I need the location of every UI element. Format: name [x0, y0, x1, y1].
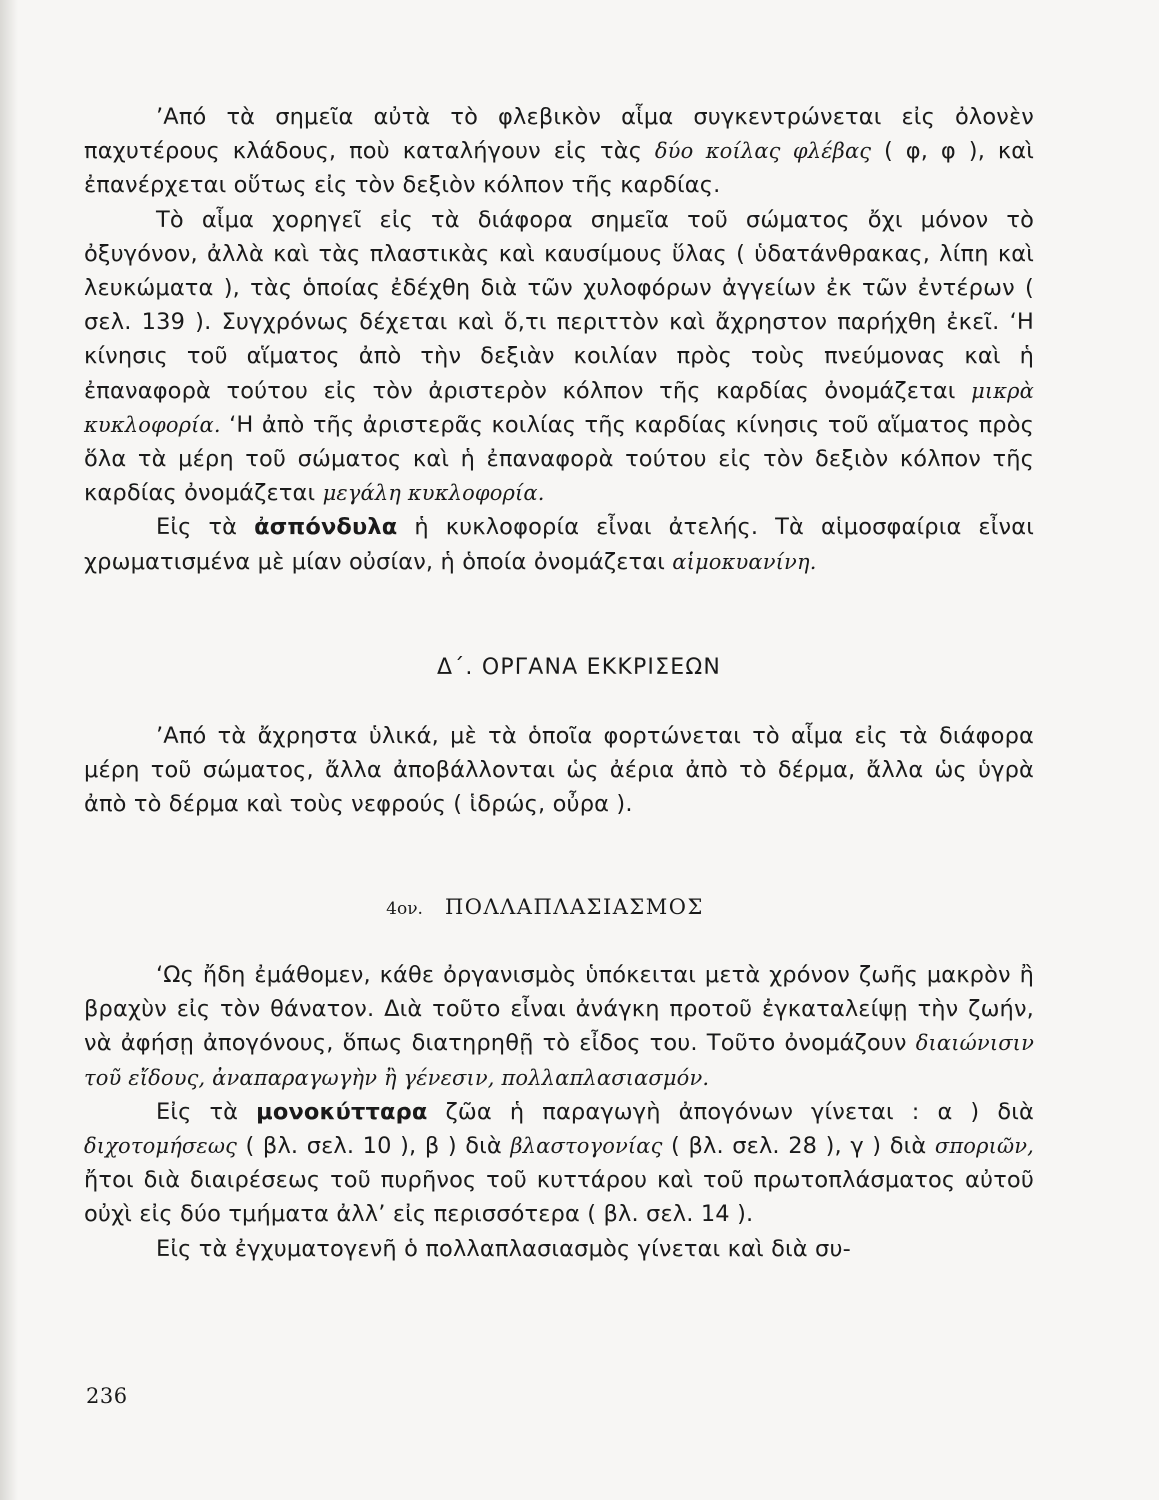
text-run: ( βλ. σελ. 28 ), γ ) διὰ: [662, 1133, 935, 1160]
text-run: ( φ, φ ), καὶ ἐπανέρχεται οὕτως εἰς τὸν δεξιὸν κόλπον τῆς καρδίας.: [84, 138, 1034, 199]
text-run: Εἰς τὰ ἐγχυματογενῆ ὁ πολλαπλασιασμὸς γίνεται καὶ διὰ συ-: [156, 1235, 851, 1262]
text-run: ἡ κυκλοφορία εἶναι ἀτελής. Τὰ αἱμοσφαίρια εἶναι χρωματισμένα μὲ μίαν οὐσίαν, ἡ ὁποία ὀνομάζεται: [84, 514, 1034, 575]
section-heading: Δ΄. ΟΡΓΑΝΑ ΕΚΚΡΙΣΕΩΝ: [436, 655, 721, 680]
italic-term: βλαστογονίας: [510, 1134, 663, 1159]
chapter-heading: [50, 895, 1040, 919]
text-block-reproduction: [84, 958, 1034, 1266]
chapter-number: 4ον.: [386, 899, 423, 919]
italic-term: διαιώνισιν τοῦ εἴδους, ἀναπαραγωγὴν ἢ γένεσιν, πολλαπλασιασμόν.: [84, 1031, 1034, 1090]
text-run: Εἰς τὰ: [156, 514, 255, 541]
italic-term: μικρὰ κυκλοφορία.: [84, 378, 1034, 437]
italic-term: αἱμοκυανίνη.: [672, 549, 817, 574]
italic-term: δύο κοίλας φλέβας: [654, 139, 872, 164]
text-run: ’Από τὰ ἄχρηστα ὑλικά, μὲ τὰ ὁποῖα φορτώνεται τὸ αἷμα εἰς τὰ διάφορα μέρη τοῦ σώματος, ἄλλα ἀποβάλλονται ὡς ἀέρια ἀπὸ τὸ δέρμα, ἄλλα ὡς ὑγρὰ ἀπὸ τὸ δέρμα καὶ τοὺς νεφρούς ( ἱδρώς, οὖρα ).: [84, 723, 1034, 818]
paragraph: [84, 100, 1034, 203]
text-run: ζῶα ἡ παραγωγὴ ἀπογόνων γίνεται : α ) διὰ: [427, 1098, 1034, 1125]
page-number: 236: [86, 1384, 128, 1408]
text-run: Εἰς τὰ: [156, 1098, 257, 1125]
paragraph: [84, 1232, 1034, 1266]
text-run: ’Από τὰ σημεῖα αὐτὰ τὸ φλεβικὸν αἷμα συγκεντρώνεται εἰς ὀλονὲν παχυτέρους κλάδους, ποὺ καταλήγουν εἰς τὰς: [84, 104, 1034, 165]
bold-term: ἀσπόνδυλα: [254, 514, 398, 541]
italic-term: μεγάλη κυκλοφορία.: [322, 481, 545, 506]
text-run: ἤτοι διὰ διαιρέσεως τοῦ πυρῆνος τοῦ κυττάρου καὶ τοῦ πρωτοπλάσματος αὐτοῦ οὐχὶ εἰς δύο τμήματα ἀλλ’ εἰς περισσότερα ( βλ. σελ. 14 ).: [84, 1167, 1034, 1228]
paragraph: [84, 203, 1034, 511]
text-block-circulation: [84, 100, 1034, 579]
paragraph: [84, 1095, 1034, 1232]
italic-term: διχοτομήσεως: [84, 1134, 238, 1159]
text-run: ‘Ως ἤδη ἐμάθομεν, κάθε ὀργανισμὸς ὑπόκειται μετὰ χρόνον ζωῆς μακρὸν ἢ βραχὺν εἰς τὸν θάνατον. Διὰ τοῦτο εἶναι ἀνάγκη προτοῦ ἐγκαταλείψῃ τὴν ζωήν, νὰ ἀφήσῃ ἀπογόνους, ὅπως διατηρηθῇ τὸ εἶδος του. Τοῦτο ὀνομάζουν: [84, 962, 1034, 1057]
paragraph: [84, 719, 1034, 822]
text-run: Τὸ αἷμα χορηγεῖ εἰς τὰ διάφορα σημεῖα τοῦ σώματος ὄχι μόνον τὸ ὀξυγόνον, ἀλλὰ καὶ τὰς πλαστικὰς καὶ καυσίμους ὕλας ( ὑδατάνθρακας, λίπη καὶ λευκώματα ), τὰς ὁποίας ἐδέχθη διὰ τῶν χυλοφόρων ἀγγείων ἐκ τῶν ἐντέρων ( σελ. 139 ). Συγχρόνως δέχεται καὶ ὅ,τι περιττὸν καὶ ἄχρηστον παρήχθη ἐκεῖ. ‘Η κίνησις τοῦ αἵματος ἀπὸ τὴν δεξιὰν κοιλίαν πρὸς τοὺς πνεύμονας καὶ ἡ ἐπαναφορὰ τούτου εἰς τὸν ἀριστερὸν κόλπον τῆς καρδίας ὀνομάζεται: [84, 206, 1034, 404]
page-edge-shadow: [0, 0, 18, 1500]
text-run: ( βλ. σελ. 10 ), β ) διὰ: [237, 1133, 511, 1160]
bold-term: μονοκύτταρα: [256, 1098, 428, 1125]
paragraph: [84, 510, 1034, 578]
chapter-title: ΠΟΛΛΑΠΛΑΣΙΑΣΜΟΣ: [444, 895, 704, 919]
paragraph: [84, 958, 1034, 1095]
italic-term: σποριῶν,: [934, 1134, 1034, 1159]
text-block-excretion: [84, 719, 1034, 822]
text-run: ‘Η ἀπὸ τῆς ἀριστερᾶς κοιλίας τῆς καρδίας κίνησις τοῦ αἵματος πρὸς ὅλα τὰ μέρη τοῦ σώματος καὶ ἡ ἐπαναφορὰ τούτου εἰς τὸν δεξιὸν κόλπον τῆς καρδίας ὀνομάζεται: [84, 411, 1034, 507]
